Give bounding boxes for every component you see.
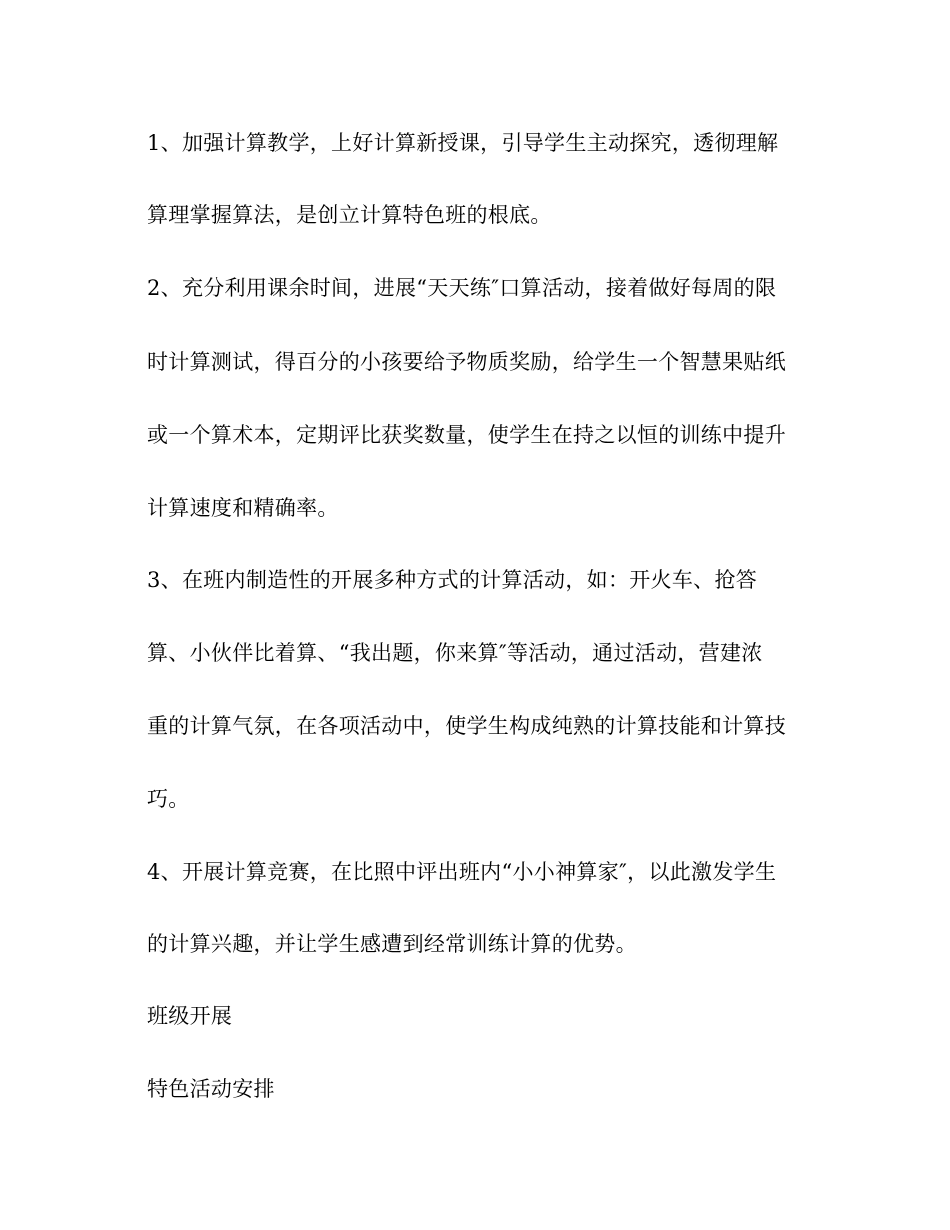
paragraph-2-line-3: 或一个算术本，定期评比获奖数量，使学生在持之以恒的训练中提升: [147, 423, 786, 447]
paragraph-1-line-2: 算理掌握算法，是创立计算特色班的根底。: [147, 203, 552, 227]
paragraph-3-line-4: 巧。: [147, 787, 190, 811]
paragraph-3-line-2: 算、小伙伴比着算、“我出题，你来算″等活动，通过活动，营建浓: [147, 641, 763, 665]
paragraph-4-line-2: 的计算兴趣，并让学生感遭到经常训练计算的优势。: [147, 932, 637, 956]
paragraph-2-line-1: 2、充分利用课余时间，进展“天天练″口算活动，接着做好每周的限: [147, 276, 777, 300]
section-heading-activity-plan: 特色活动安排: [147, 1077, 275, 1101]
section-heading-class-development: 班级开展: [147, 1004, 233, 1028]
paragraph-3-line-1: 3、在班内制造性的开展多种方式的计算活动，如：开火车、抢答: [147, 568, 758, 592]
paragraph-4-line-1: 4、开展计算竞赛，在比照中评出班内“小小神算家″，以此激发学生: [147, 860, 777, 884]
paragraph-1-line-1: 1、加强计算教学，上好计算新授课，引导学生主动探究，透彻理解: [147, 131, 779, 155]
paragraph-2-line-2: 时计算测试，得百分的小孩要给予物质奖励，给学生一个智慧果贴纸: [147, 350, 786, 374]
paragraph-2-line-4: 计算速度和精确率。: [147, 496, 339, 520]
paragraph-3-line-3: 重的计算气氛，在各项活动中，使学生构成纯熟的计算技能和计算技: [147, 714, 786, 738]
